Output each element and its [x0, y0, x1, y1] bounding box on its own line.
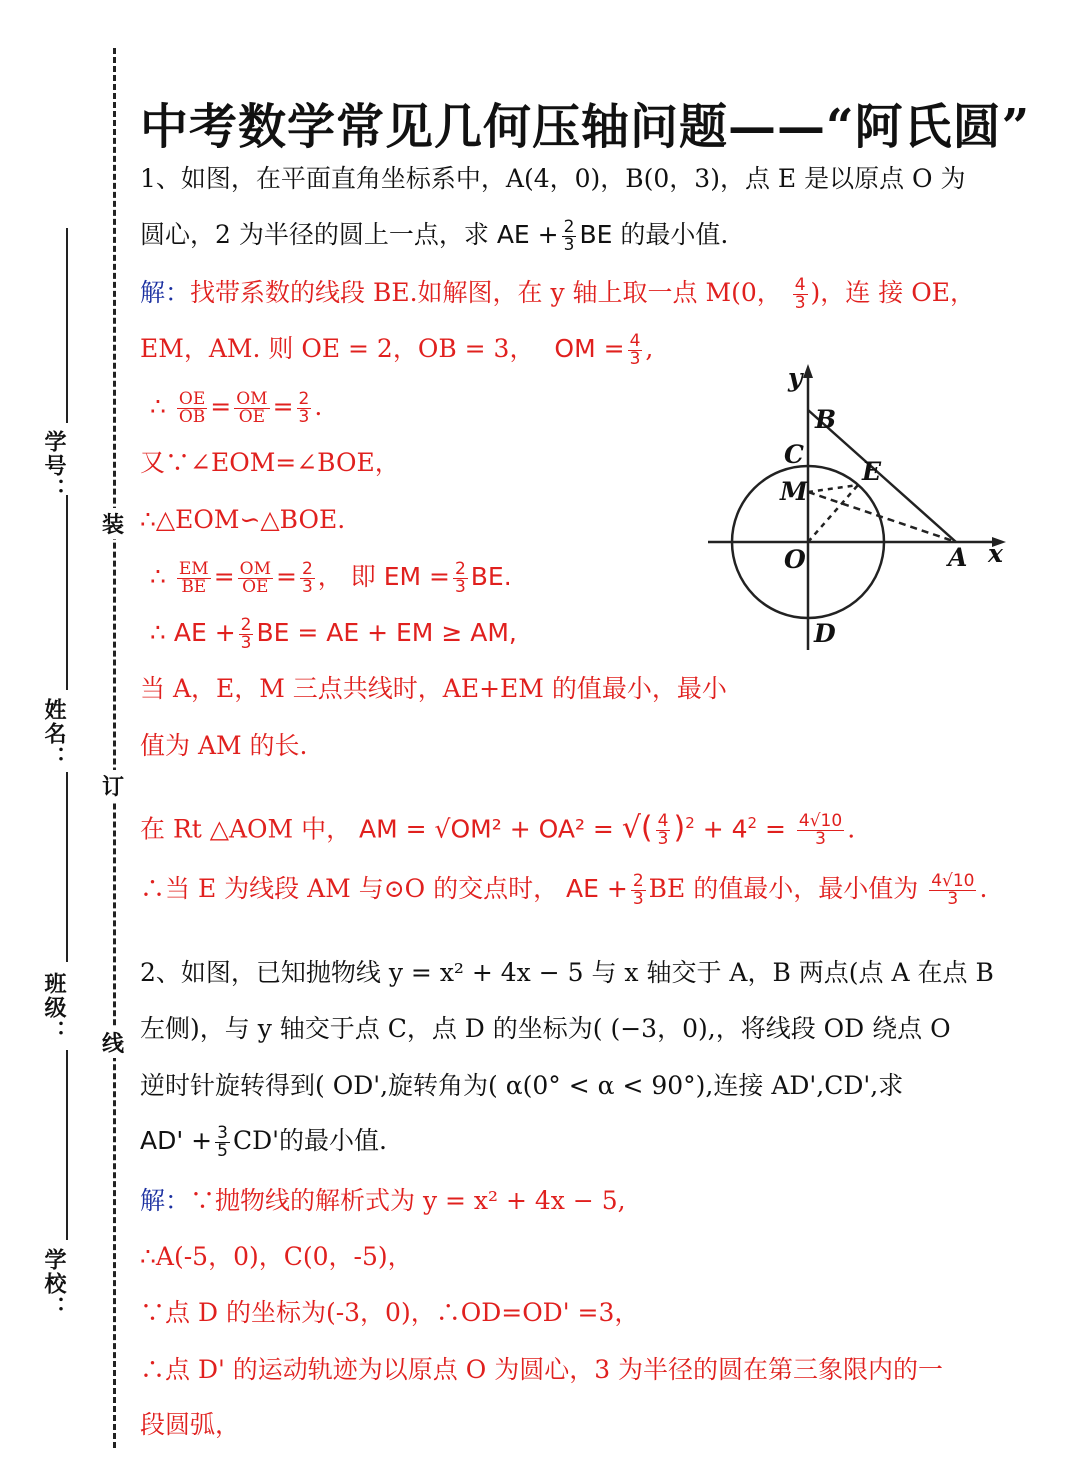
problem2-line3: 逆时针旋转得到( OD',旋转角为( α(0° < α < 90°),连接 AD',CD',求: [140, 1071, 904, 1100]
school-line: [66, 1050, 68, 1240]
label-d: D: [814, 619, 836, 648]
segment-oe: [808, 485, 858, 542]
solution1-line9: 值为 AM 的长.: [140, 731, 308, 760]
label-e: E: [862, 457, 882, 486]
solution2-line1: 解：∵抛物线的解析式为 y = x² + 4x − 5,: [140, 1186, 626, 1215]
label-c: C: [784, 440, 804, 469]
problem1-line2: 圆心，2 为半径的圆上一点，求 AE + $\frac{2}{3}$ BE 的最小值.: [140, 217, 729, 255]
student-id-line: [66, 228, 68, 423]
label-m: M: [780, 477, 808, 506]
solution1-line5: ∴△EOM∽△BOE.: [140, 505, 346, 534]
problem2-line1: 2、如图，已知抛物线 y = x² + 4x − 5 与 x 轴交于 A，B 两点(点 A 在点 B: [140, 958, 994, 987]
y-arrow: [803, 364, 813, 378]
binding-char-zhuang: 装: [102, 508, 124, 539]
solution1-line6: ∴ $\frac{EM}{BE}$ = $\frac{OM}{OE}$ = $\frac{2}{3}$ ， 即 EM = $\frac{2}{3}$ BE.: [150, 559, 512, 597]
segment-me: [808, 485, 858, 492]
solution2-line3: ∵点 D 的坐标为(-3，0)，∴OD=OD' =3，: [140, 1298, 640, 1327]
solution-label: 解：: [140, 278, 191, 307]
solution1-line4: 又∵∠EOM=∠BOE，: [140, 448, 400, 477]
solution1-line8: 当 A，E，M 三点共线时，AE+EM 的值最小，最小: [140, 674, 727, 703]
binding-char-xian: 线: [102, 1027, 124, 1058]
solution2-line5: 段圆弧，: [140, 1410, 241, 1439]
name-label: 姓名：: [41, 698, 66, 770]
label-x: x: [988, 539, 1003, 568]
solution1-line7: ∴ AE + $\frac{2}{3}$ BE = AE + EM ≥ AM,: [150, 614, 517, 653]
class-label: 班级：: [41, 972, 66, 1044]
solution2-line4: ∴点 D' 的运动轨迹为以原点 O 为圆心，3 为半径的圆在第三象限内的一: [140, 1355, 944, 1384]
solution1-line10: 在 Rt △AOM 中， AM = √OM² + OA² = √( $\frac{4}{3}$ )$^2 + 4^2$ = $\frac{4√10}{3}$ .: [140, 810, 856, 850]
student-id-label: 学号：: [41, 430, 66, 502]
solution1-ratio-line: ∴ $\frac{OE}{OB}$ = $\frac{OM}{OE}$ = $\frac{2}{3}$ .: [150, 389, 323, 427]
solution1-line1: 解：找带系数的线段 BE.如解图，在 y 轴上取一点 M(0， $\frac{4}{3}$ )，连 接 OE，: [140, 275, 975, 313]
binding-char-ding: 订: [102, 770, 124, 801]
problem1-line1: 1、如图，在平面直角坐标系中，A(4，0)，B(0，3)，点 E 是以原点 O 为: [140, 164, 966, 193]
label-a: A: [948, 543, 968, 572]
problem2-line2: 左侧)，与 y 轴交于点 C，点 D 的坐标为( (−3，0),，将线段 OD 绕点 O: [140, 1014, 951, 1043]
binding-dashed-line: [113, 48, 116, 1448]
class-line: [66, 772, 68, 962]
geometry-figure: [708, 360, 1008, 660]
solution1-line11: ∴当 E 为线段 AM 与⊙O 的交点时， AE + $\frac{2}{3}$ BE 的值最小，最小值为 $\frac{4√10}{3}$ .: [140, 871, 988, 909]
label-o: O: [784, 545, 806, 574]
label-y: y: [788, 363, 803, 392]
label-b: B: [815, 405, 837, 434]
fraction-2-3: $\frac{2}{3}$: [563, 217, 575, 255]
solution1-line2: EM，AM. 则 OE = 2，OB = 3， OM = $\frac{4}{3}$ ,: [140, 331, 654, 369]
name-line: [66, 495, 68, 690]
problem2-line4: AD' + $\frac{3}{5}$ CD'的最小值.: [140, 1122, 387, 1161]
page-title: 中考数学常见几何压轴问题——“阿氏圆”: [140, 99, 1031, 155]
solution2-line2: ∴A(-5，0)，C(0，-5)，: [140, 1242, 413, 1271]
school-label: 学校：: [41, 1248, 66, 1320]
solution2-label: 解：: [140, 1186, 191, 1215]
